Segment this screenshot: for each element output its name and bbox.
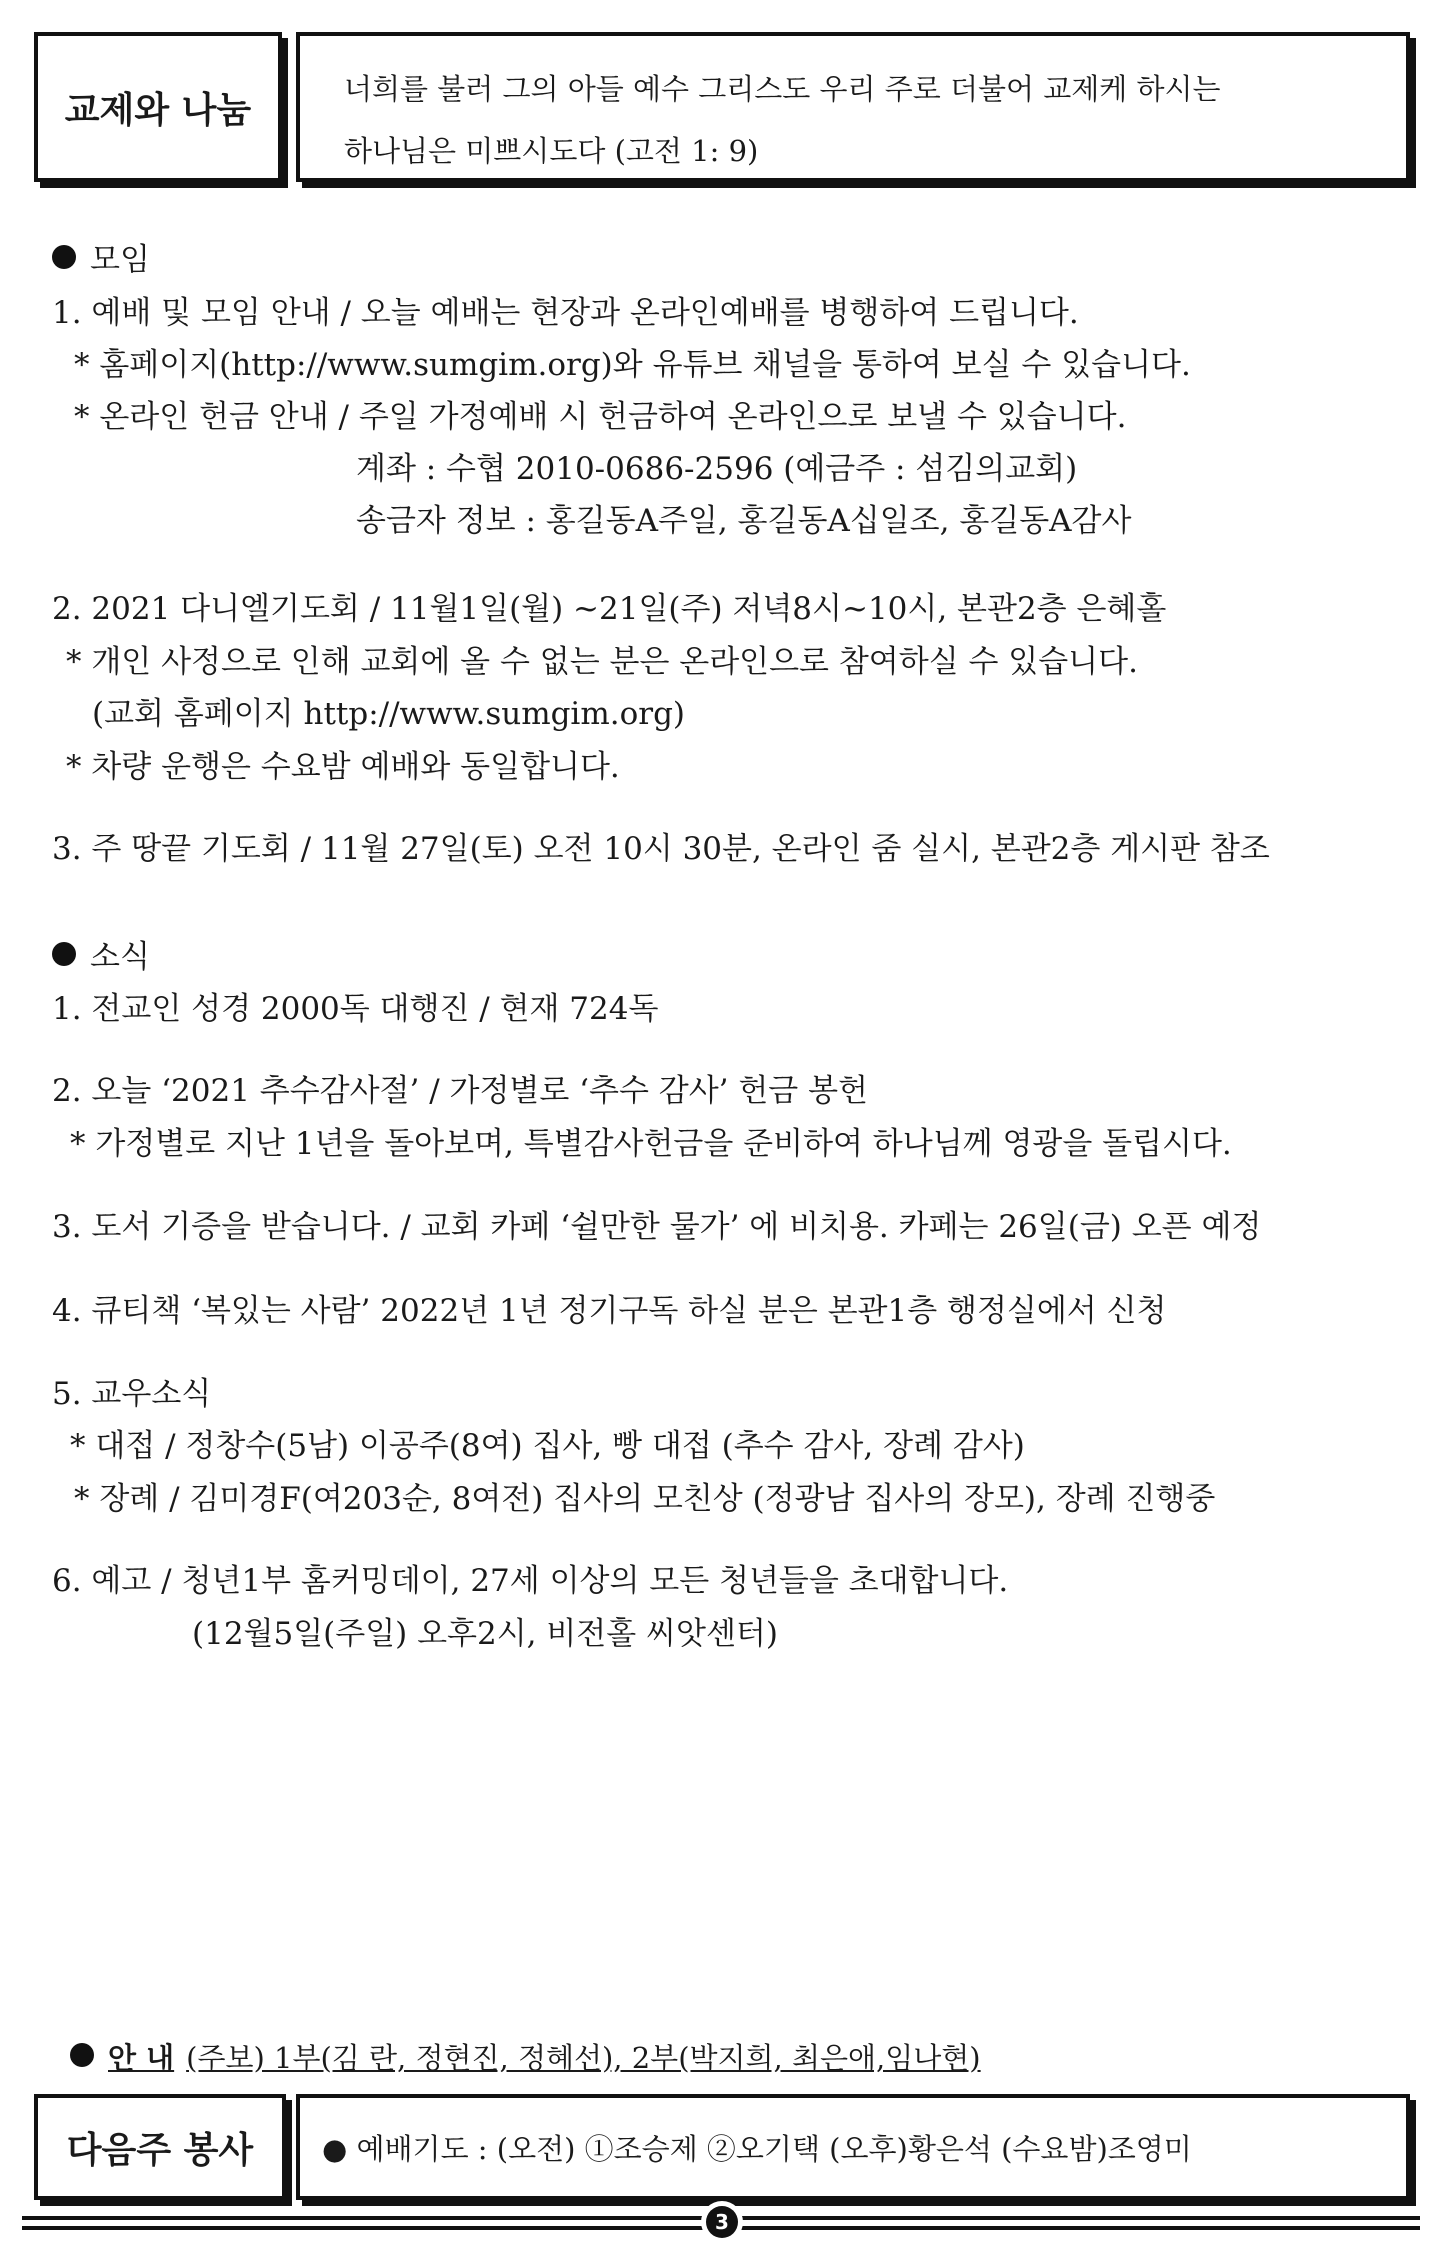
news-line-3: * 가정별로 지난 1년을 돌아보며, 특별감사헌금을 준비하여 하나님께 영광을 돌립시다. bbox=[70, 1126, 1232, 1162]
news-line-1: 1. 전교인 성경 2000독 대행진 / 현재 724독 bbox=[52, 991, 659, 1027]
meeting-line-2: * 홈페이지(http://www.sumgim.org)와 유튜브 채널을 통하여 보실 수 있습니다. bbox=[74, 347, 1191, 383]
service-notice bbox=[70, 2036, 981, 2077]
news-line-9: 6. 예고 / 청년1부 홈커밍데이, 27세 이상의 모든 청년들을 초대합니다. bbox=[52, 1563, 1009, 1599]
news-line-5: 4. 큐티책 ‘복있는 사람’ 2022년 1년 정기구독 하실 분은 본관1층 행정실에서 신청 bbox=[52, 1293, 1167, 1329]
bullet-icon bbox=[70, 2043, 94, 2067]
prayer-assignments: ● 예배기도 : (오전) ①조승제 ②오기택 (오후)황은석 (수요밤)조영미 bbox=[322, 2131, 1192, 2166]
bullet-icon bbox=[52, 942, 76, 966]
meeting-line-9: * 차량 운행은 수요밤 예배와 동일합니다. bbox=[66, 749, 620, 785]
notice-text: (주보) 1부(김 란, 정현진, 정혜선), 2부(박지희, 최은애,임나현) bbox=[186, 2041, 981, 2075]
meeting-line-7: * 개인 사정으로 인해 교회에 올 수 없는 분은 온라인으로 참여하실 수 있습니다. bbox=[66, 644, 1138, 680]
meeting-line-1: 1. 예배 및 모임 안내 / 오늘 예배는 현장과 온라인예배를 병행하여 드립니다. bbox=[52, 295, 1079, 331]
news-line-6: 5. 교우소식 bbox=[52, 1376, 212, 1412]
news-line-10: (12월5일(주일) 오후2시, 비전홀 씨앗센터) bbox=[192, 1616, 778, 1652]
meeting-title: 모임 bbox=[90, 242, 150, 278]
meeting-line-4: 계좌 : 수협 2010-0686-2596 (예금주 : 섬김의교회) bbox=[356, 451, 1078, 487]
meeting-heading bbox=[52, 242, 150, 278]
news-heading bbox=[52, 939, 150, 975]
section-title: 교제와 나눔 bbox=[64, 89, 252, 131]
verse-line-1: 너희를 불러 그의 아들 예수 그리스도 우리 주로 더불어 교제케 하시는 bbox=[344, 72, 1221, 106]
notice-label: 안 내 bbox=[108, 2041, 175, 2075]
bullet-icon bbox=[52, 245, 76, 269]
next-week-service-title: 다음주 봉사 bbox=[66, 2129, 254, 2171]
meeting-line-6: 2. 2021 다니엘기도회 / 11월1일(월) ~21일(주) 저녁8시~10시, 본관2층 은혜홀 bbox=[52, 591, 1167, 627]
news-line-2: 2. 오늘 ‘2021 추수감사절’ / 가정별로 ‘추수 감사’ 헌금 봉헌 bbox=[52, 1073, 868, 1109]
news-line-8: * 장례 / 김미경F(여203순, 8여전) 집사의 모친상 (정광남 집사의 장모), 장례 진행중 bbox=[74, 1481, 1216, 1517]
news-line-4: 3. 도서 기증을 받습니다. / 교회 카페 ‘쉴만한 물가’ 에 비치용. 카페는 26일(금) 오픈 예정 bbox=[52, 1209, 1262, 1245]
meeting-line-8: (교회 홈페이지 http://www.sumgim.org) bbox=[92, 696, 686, 732]
verse-line-2: 하나님은 미쁘시도다 (고전 1: 9) bbox=[344, 134, 759, 168]
news-line-7: * 대접 / 정창수(5남) 이공주(8여) 집사, 빵 대접 (추수 감사, 장례 감사) bbox=[70, 1428, 1025, 1464]
meeting-line-10: 3. 주 땅끝 기도회 / 11월 27일(토) 오전 10시 30분, 온라인 줌 실시, 본관2층 게시판 참조 bbox=[52, 831, 1270, 867]
news-title: 소식 bbox=[90, 939, 150, 975]
bible-verse-box bbox=[296, 32, 1410, 182]
meeting-line-3: * 온라인 헌금 안내 / 주일 가정예배 시 헌금하여 온라인으로 보낼 수 있습니다. bbox=[74, 399, 1127, 435]
meeting-line-5: 송금자 정보 : 홍길동A주일, 홍길동A십일조, 홍길동A감사 bbox=[356, 503, 1132, 539]
next-week-service-box bbox=[34, 2094, 286, 2200]
section-title-box bbox=[34, 32, 282, 182]
next-week-service-content bbox=[296, 2094, 1410, 2200]
page-number: 3 bbox=[706, 2206, 738, 2238]
